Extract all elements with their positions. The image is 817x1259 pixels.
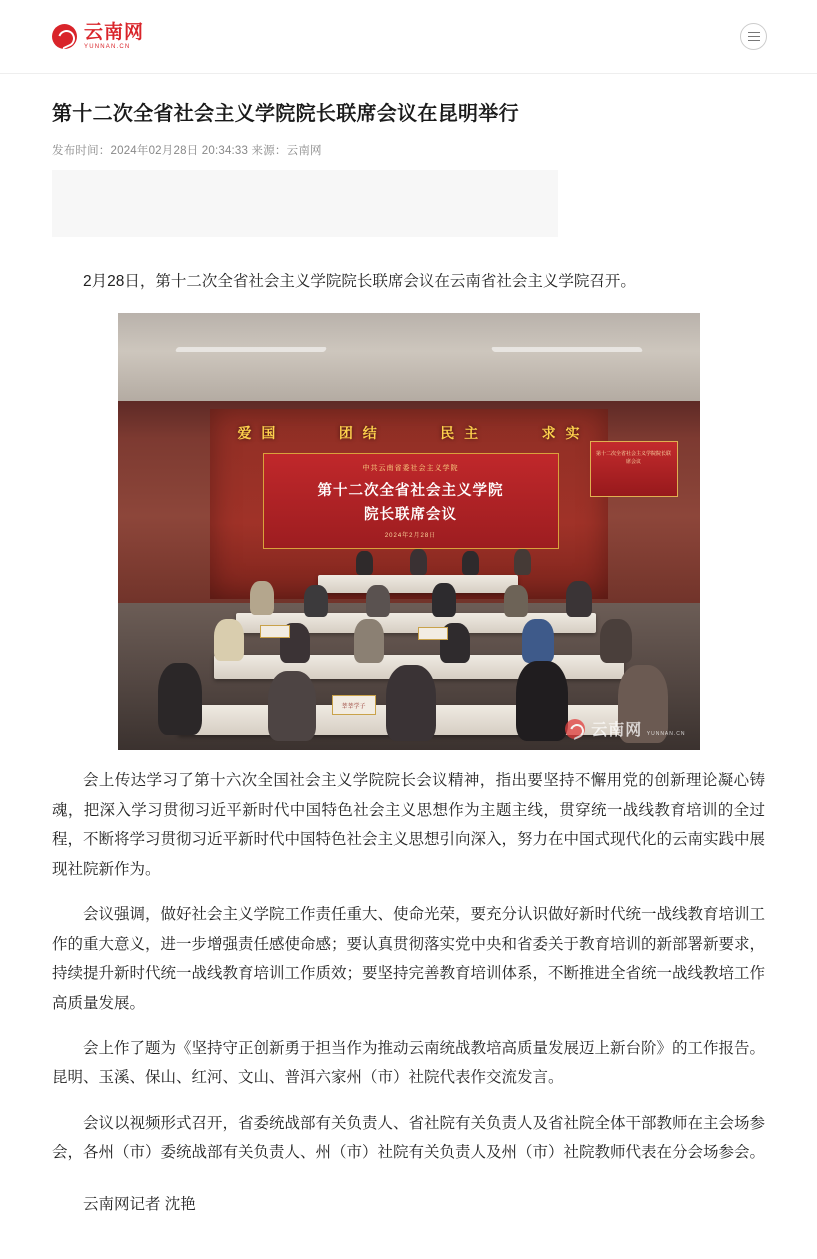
article-paragraph-4: 会议以视频形式召开，省委统战部有关负责人、省社院有关负责人及省社院全体干部教师在主会场参会，各州（市）委统战部有关负责人、州（市）社院有关负责人及州（市）社院教师代表在分会场参会。 — [52, 1114, 766, 1162]
watermark-text-en: YUNNAN.CN — [646, 731, 686, 738]
photo-ceiling — [118, 313, 700, 409]
photo-attendee — [566, 581, 592, 617]
site-header — [0, 0, 817, 74]
photo-attendee — [522, 619, 554, 663]
slogan-word-4: 求 实 — [541, 425, 583, 442]
photo-nameplate — [418, 627, 448, 640]
photo-attendee — [600, 619, 632, 663]
photo-attendee — [356, 551, 373, 575]
slogan-word-3: 民 主 — [440, 425, 482, 442]
brand-name-cn: 云南网 — [84, 22, 145, 43]
photo-attendee — [304, 585, 328, 617]
menu-line-2 — [748, 36, 760, 37]
photo-attendee — [158, 663, 202, 735]
article-meta: 发布时间：2024年02月28日 20:34:33 来源：云南网 — [52, 145, 322, 157]
menu-line-3 — [748, 40, 760, 41]
screen-title-line2: 院长联席会议 — [364, 507, 457, 524]
photo-attendee — [366, 585, 390, 617]
page-title: 第十二次全省社会主义学院院长联席会议在昆明举行 — [52, 103, 519, 125]
screen-date: 2024年2月28日 — [384, 533, 437, 540]
menu-line-1 — [748, 32, 760, 33]
conference-photo — [118, 313, 700, 750]
brand-name-en: YUNNAN.CN — [84, 44, 131, 50]
photo-head-table — [318, 575, 518, 593]
photo-attendee — [250, 581, 274, 615]
screen-institution: 中共云南省委社会主义学院 — [362, 465, 459, 473]
article-byline: 云南网记者 沈艳 — [83, 1195, 196, 1213]
photo-nameplate-front: 莘莘学子 — [332, 695, 376, 715]
watermark-text-cn: 云南网 — [591, 722, 643, 740]
photo-attendee — [504, 585, 528, 617]
article-body — [0, 100, 817, 1219]
brand-text — [84, 23, 144, 50]
article-paragraph-2: 会议强调，做好社会主义学院工作责任重大、使命光荣，要充分认识做好新时代统一战线教育培训工作的重大意义，进一步增强责任感使命感；要认真贯彻落实党中央和省委关于教育培训的新部署新要求，持续提升新时代统一战线教育培训工作质效；要坚持完善教育培训体系，不断推进全省统一战线教培工作高质量发展。 — [52, 906, 766, 1012]
article-lead-paragraph: 2月28日，第十二次全省社会主义学院院长联席会议在云南省社会主义学院召开。 — [83, 273, 636, 290]
photo-attendee — [514, 549, 531, 575]
article-paragraph-3: 会上作了题为《坚持守正创新勇于担当作为推动云南统战教培高质量发展迈上新台阶》的工作报告。昆明、玉溪、保山、红河、文山、普洱六家州（市）社院代表作交流发言。 — [52, 1039, 766, 1087]
ad-placeholder — [52, 170, 558, 237]
yunnan-logo-icon — [52, 24, 77, 49]
photo-attendee — [516, 661, 568, 741]
article-paragraph-1: 会上传达学习了第十六次全国社会主义学院院长会议精神，指出要坚持不懈用党的创新理论凝心铸魂，把深入学习贯彻习近平新时代中国特色社会主义思想作为主题主线，贯穿统一战线教育培训的全过程，不断将学习贯彻习近平新时代中国特色社会主义思想引向深入，努力在中国式现代化的云南实践中展现社院新作为。 — [52, 772, 766, 878]
photo-watermark — [565, 717, 685, 740]
photo-side-banner: 第十二次全省社会主义学院院长联席会议 — [590, 441, 678, 497]
photo-stage-screen — [263, 453, 559, 549]
slogan-word-2: 团 结 — [338, 425, 380, 442]
photo-attendee — [268, 671, 316, 741]
photo-attendee — [214, 619, 244, 661]
watermark-logo-icon — [565, 719, 585, 739]
photo-nameplate — [260, 625, 290, 638]
photo-attendee — [410, 549, 427, 575]
slogan-word-1: 爱 国 — [237, 425, 279, 442]
photo-attendee — [462, 551, 479, 575]
hamburger-menu-icon[interactable] — [740, 23, 767, 50]
photo-slogan — [238, 423, 583, 443]
article-figure — [52, 313, 765, 750]
photo-attendee — [354, 619, 384, 663]
photo-attendee — [432, 583, 456, 617]
site-logo[interactable] — [52, 23, 144, 50]
photo-attendee — [386, 665, 436, 741]
screen-title-line1: 第十二次全省社会主义学院 — [317, 483, 504, 500]
